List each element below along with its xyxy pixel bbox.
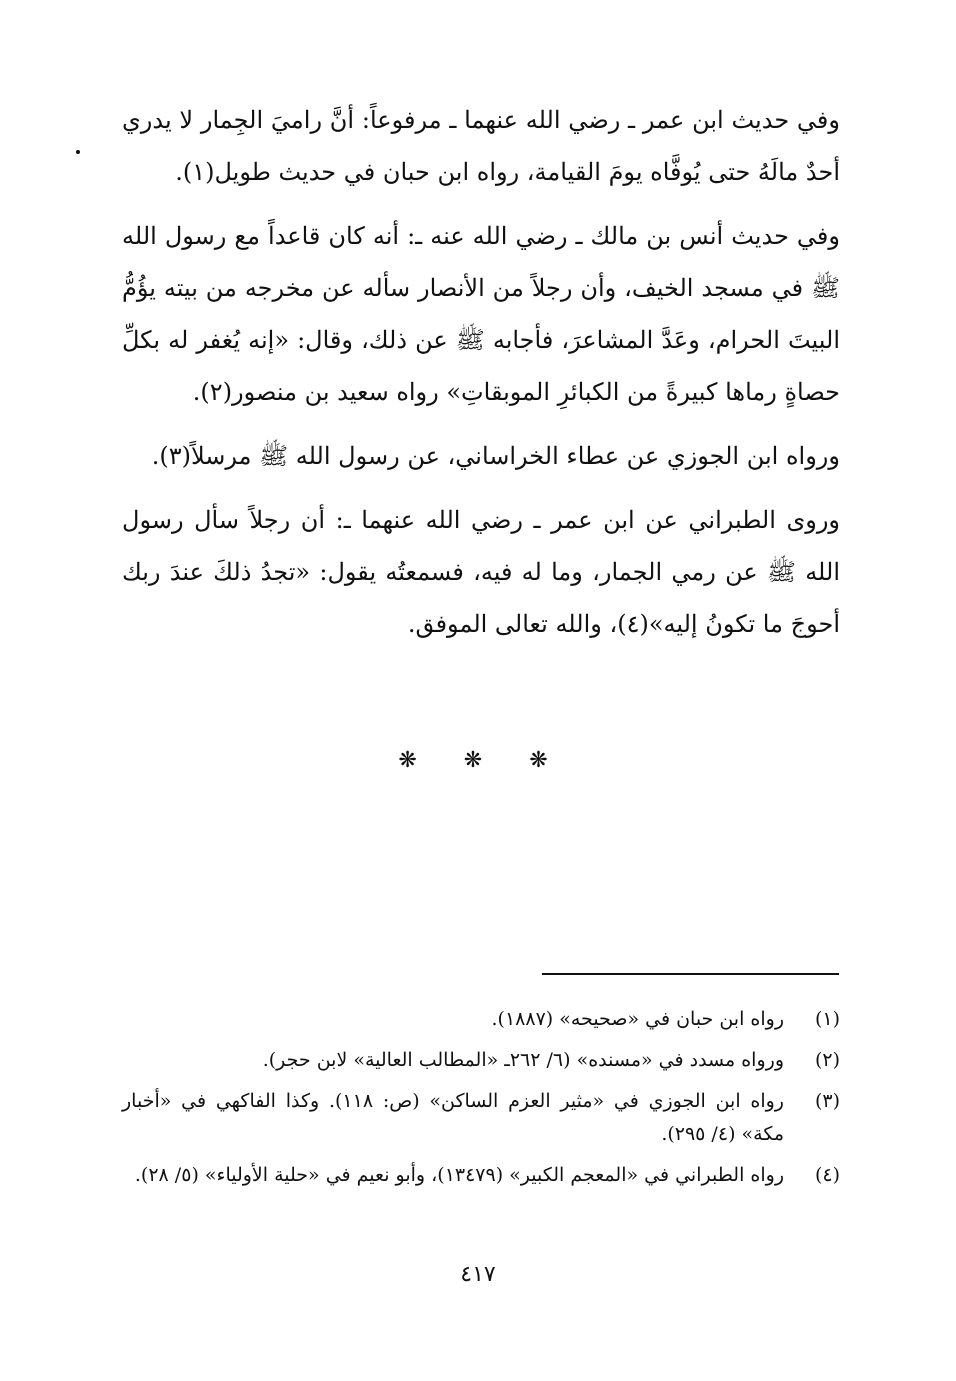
paragraph-tabarani: وروى الطبراني عن ابن عمر ـ رضي الله عنهما ـ: أن رجلاً سأل رسول الله ﷺ عن رمي الجمار، وما له فيه، فسمعتُه يقول: «تجدُ ذلكَ عندَ ربك أحوجَ ما تكونُ إليه»(٤)، والله تعالى الموفق. xyxy=(122,506,840,638)
footnote-number: (٣) xyxy=(814,1090,840,1112)
footnote-item xyxy=(122,1044,840,1077)
footnote-text: رواه ابن حبان في «صحيحه» (١٨٨٧). xyxy=(491,1008,784,1030)
footnote-rule xyxy=(542,973,839,975)
main-text xyxy=(122,94,840,662)
footnote-item xyxy=(122,1159,840,1192)
footnote-item xyxy=(122,1085,840,1151)
paragraph-ibn-al-jawzi: ورواه ابن الجوزي عن عطاء الخراساني، عن رسول الله ﷺ مرسلاً(٣). xyxy=(151,442,840,470)
footnote-text: رواه ابن الجوزي في «مثير العزم الساكن» (ص: ١١٨). وكذا الفاكهي في «أخبار مكة» (٤/ ٢٩٥). xyxy=(122,1090,784,1145)
footnote-number: (٤) xyxy=(814,1164,840,1186)
asterism-icon: ❋ xyxy=(398,748,427,773)
asterism-icon: ❋ xyxy=(529,748,558,773)
page-number: ٤١٧ xyxy=(460,1262,496,1287)
paragraph-anas: وفي حديث أنس بن مالك ـ رضي الله عنه ـ: أنه كان قاعداً مع رسول الله ﷺ في مسجد الخيف، وأن رجلاً من الأنصار سأله عن مخرجه من بيته يؤُمُّ البيتَ الحرام، وعَدَّ المشاعرَ، فأجابه ﷺ عن ذلك، وقال: «إنه يُغفر له بكلِّ حصاةٍ رماها كبيرةً من الكبائرِ الموبقاتِ» رواه سعيد بن منصور(٢). xyxy=(122,222,840,406)
footnote-item xyxy=(122,1003,840,1036)
footnote-number: (١) xyxy=(814,1008,840,1030)
footnote-text: ورواه مسدد في «مسنده» (٦/ ٢٦٢ـ «المطالب العالية» لابن حجر). xyxy=(262,1049,784,1071)
paragraph-ibn-umar: وفي حديث ابن عمر ـ رضي الله عنهما ـ مرفوعاً: أنَّ راميَ الجِمار لا يدري أحدٌ مالَهُ حتى يُوفَّاه يومَ القيامة، رواه ابن حبان في حديث طويل(١). xyxy=(122,106,840,186)
section-separator xyxy=(0,748,956,773)
asterism-icon: ❋ xyxy=(463,748,493,773)
footnote-text: رواه الطبراني في «المعجم الكبير» (١٣٤٧٩)، وأبو نعيم في «حلية الأولياء» (٥/ ٢٨). xyxy=(134,1164,784,1186)
footnotes xyxy=(122,1003,840,1200)
margin-dot xyxy=(76,150,80,154)
footnote-number: (٢) xyxy=(814,1049,840,1071)
